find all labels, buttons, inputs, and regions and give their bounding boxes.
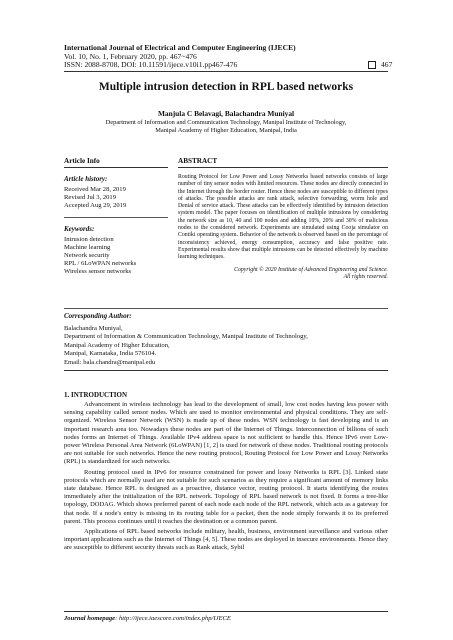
footer-divider [64,611,388,612]
history-label: Article history: [64,175,108,183]
footer-label: Journal homepage [64,615,116,622]
corresponding-email: Email: bala.chandra@manipal.edu [64,358,156,366]
history-list [64,186,168,211]
corresponding-line: Manipal, Karnataka, India 576104. [64,350,157,358]
history-item: Revised Jul 3, 2019 [64,194,117,202]
affiliation-line: Manipal Academy of Higher Education, Manipal, India [155,127,297,134]
keyword-item: Wireless sensor networks [64,268,132,276]
paper-authors: Manjula C Belavagi, Balachandra Muniyal [157,109,295,118]
journal-volume: Vol. 10, No. 1, February 2020, pp. 467~476 [64,51,197,61]
corresponding-label: Corresponding Author: [64,312,132,320]
section-heading: 1. INTRODUCTION [64,391,128,399]
corresponding-line: Balachandra Muniyal, [64,325,123,332]
abstract-text: Routing Protocol for Low Power and Lossy Networks based networks consists of large number of tiny sensor nodes with limited resources. These nodes are directly connected to the Internet through the border router. Hence these nodes are susceptible to different types of attacks. The possible attacks are rank attack, selective forwarding, worm hole and Denial of service attack. These attacks can be effectively identified by intrusion detection system model. The paper focuses on identification of multiple intrusions by considering the network size as 10, 40 and 100 nodes and adding 10%, 20% and 30% of malicious nodes to the considered network. Experiments are simulated using Cooja simulator on Contiki operating system. Behavior of the network is observed based on the percentage of inconsistency achieved, energy consumption, accuracy and false positive rate. Experimental results show that multiple intrusions can be detected effectively by machine learning techniques. [178,174,388,261]
corresponding-details [64,325,388,367]
keyword-item: Intrusion detection [64,235,114,243]
keywords-list [64,236,168,277]
article-info-label: Article Info [64,157,168,168]
corresponding-line: Department of Information & Communication Technology, Manipal Institute of Technology, [64,333,308,341]
copyright-line: Copyright © 2020 Institute of Advanced Engineering and Science. [234,266,388,273]
keyword-item: Machine learning [64,243,111,251]
article-info [64,157,168,277]
body-paragraph: Advancement in wireless technology has lead to the development of small, low cost nodes having less power with sensing capability called sensor nodes. Which are used to monitor environmental and physical conditions. They are self-organized. Wireless Sensor Network (WSN) is made up of these nodes. WSN technology is fast developing and is an important research area too. Nowadays these nodes are part of the Internet of Things. Interconnection of billions of such nodes forms an Internet of Things. Available IPv4 address space is not sufficient to handle this. Hence IPv6 over Low-power Wireless Personal Area Network (6LoWPAN) [1, 2] is used for network of these nodes. Traditional routing protocols are not suitable for such networks. Hence the new routing protocol, Routing Protocol for Low Power and Lossy Networks (RPL) is standardized for such networks. [64,401,388,466]
body-paragraph: Applications of RPL based networks include military, health, business, environment surveillance and various other important applications such as the Internet of Things [4, 5]. These nodes are deployed in insecure environments. Hence they are susceptible to different security threats such as Rank attack, Sybil [64,528,388,552]
journal-name: International Journal of Electrical and Computer Engineering (IJECE) [64,43,296,52]
abstract-section [178,157,388,281]
page-number: 467 [381,60,393,69]
keywords-label: Keywords: [64,224,95,233]
section-divider [64,308,388,309]
keywords-divider [64,217,168,218]
history-item: Received Mar 28, 2019 [64,186,126,193]
journal-homepage-link[interactable]: : http://ijece.iaescore.com/index.php/IJECE [115,615,231,622]
square-icon [368,61,376,69]
corresponding-author [64,312,388,371]
body-paragraph: Routing protocol used in IPv6 for resource constrained for power and lossy Networks is RPL [3]. Linked state protocols which are normally used are not suitable for such scenarios as they require a significant amount of memory links state database. Hence RPL is designed as a proactive, distance vector, routing protocol. It starts identifying the routes immediately after the initialization of the RPL network. Topology of RPL based network is not fixed. It forms a tree-like topology, DODAG. Which shows preferred parent of each node each node of the RPL network, which acts as a gateway for that node. If a node's entry is missing in its routing table for a packet, then the node simply forwards it to its preferred parent. This process continues until it reaches the destination or a common parent. [64,468,388,525]
abstract-label: ABSTRACT [178,157,388,168]
copyright-line: All rights reserved. [343,273,388,280]
journal-header [64,44,394,70]
copyright-notice [178,267,388,282]
journal-issn: ISSN: 2088-8708, DOI: 10.11591/ijece.v10i1.pp467-476 [64,60,238,70]
corresponding-divider [64,370,388,371]
keyword-item: RPL / 6LoWPAN networks [64,260,137,268]
introduction-section [64,391,388,553]
header-divider [64,71,388,72]
corresponding-line: Manipal Academy of Higher Education, [64,341,170,349]
paper-title: Multiple intrusion detection in RPL based networks [98,81,354,93]
history-item: Accepted Aug 29, 2019 [64,202,127,210]
keyword-item: Network security [64,252,110,260]
affiliation-line: Department of Information and Communication Technology, Manipal Institute of Technology, [105,119,347,126]
paper-affiliation [64,119,388,135]
journal-footer [64,615,231,622]
